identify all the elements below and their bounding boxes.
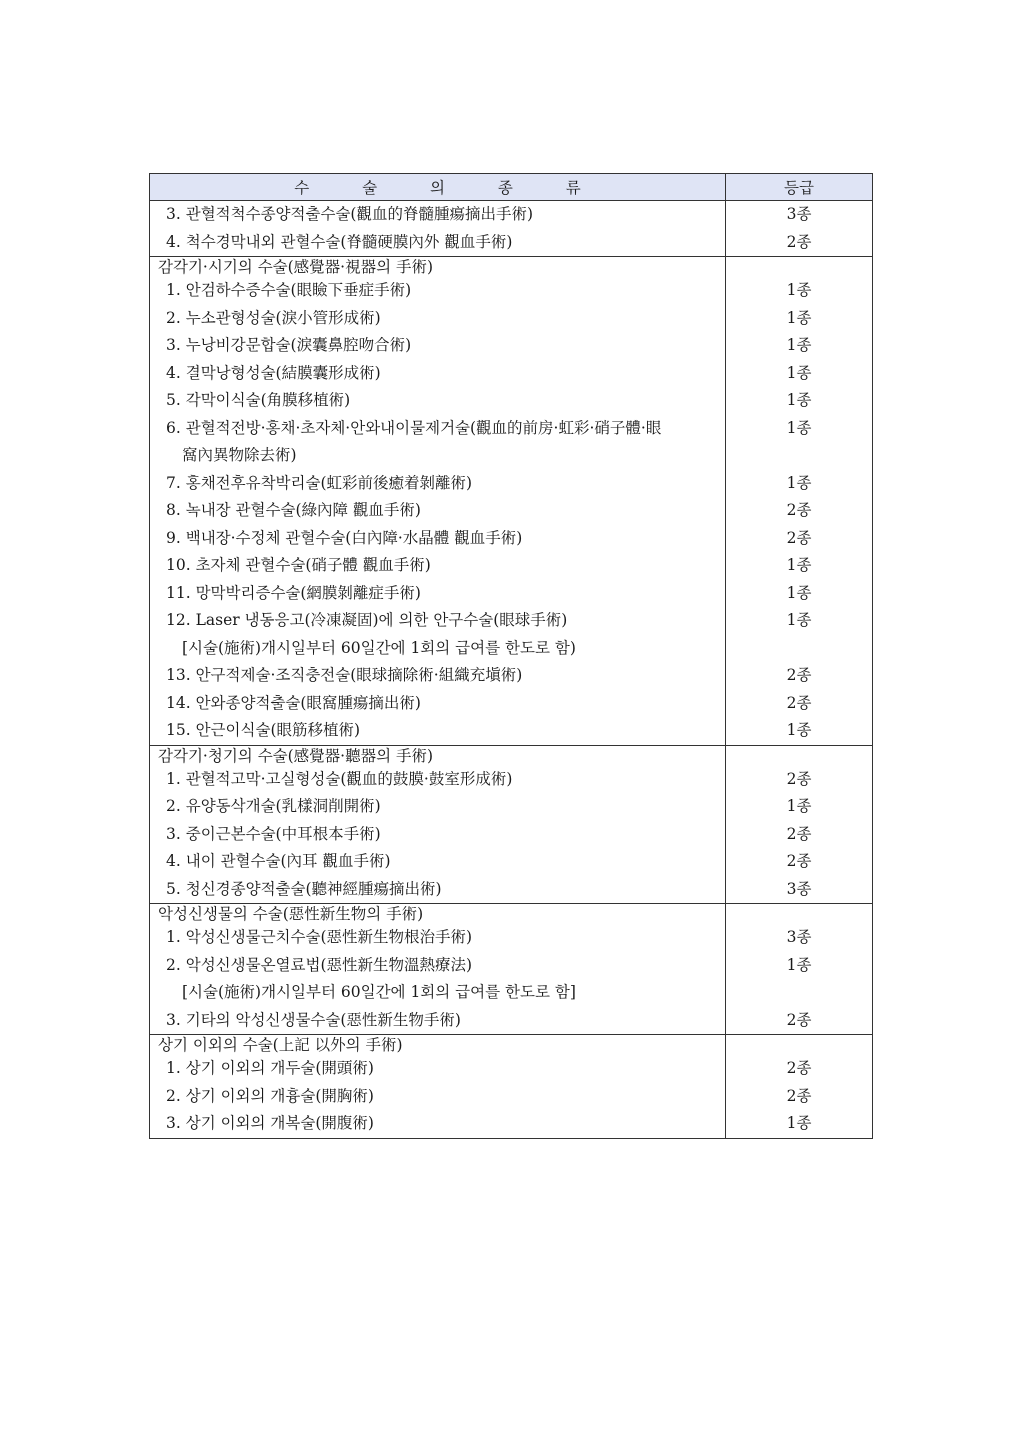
surgery-grade-table xyxy=(149,173,873,1139)
grade-cell: 1종 xyxy=(726,607,873,635)
surgery-name: 2. 상기 이외의 개흉술(開胸術) xyxy=(150,1083,726,1111)
table-row xyxy=(150,662,873,690)
grade-cell: 3종 xyxy=(726,924,873,952)
table-row xyxy=(150,635,873,663)
grade-cell: 2종 xyxy=(726,497,873,525)
surgery-name: 11. 망막박리증수술(網膜剝離症手術) xyxy=(150,580,726,608)
table-row xyxy=(150,1110,873,1138)
table-row xyxy=(150,580,873,608)
grade-cell: 1종 xyxy=(726,277,873,305)
surgery-name: 1. 악성신생물근치수술(惡性新生物根治手術) xyxy=(150,924,726,952)
grade-cell xyxy=(726,979,873,1007)
grade-cell: 1종 xyxy=(726,470,873,498)
grade-cell: 1종 xyxy=(726,952,873,980)
grade-cell: 2종 xyxy=(726,525,873,553)
table-row xyxy=(150,793,873,821)
table-header-row xyxy=(150,174,873,201)
surgery-name: 2. 유양동삭개술(乳樣洞削開術) xyxy=(150,793,726,821)
grade-cell xyxy=(726,1035,873,1056)
grade-cell: 2종 xyxy=(726,821,873,849)
table-row xyxy=(150,415,873,443)
section-header-row xyxy=(150,745,873,766)
section-title: 악성신생물의 수술(惡性新生物의 手術) xyxy=(150,904,726,925)
section-title: 상기 이외의 수술(上記 以外의 手術) xyxy=(150,1035,726,1056)
grade-cell xyxy=(726,635,873,663)
grade-cell: 2종 xyxy=(726,229,873,257)
section-header-row xyxy=(150,1035,873,1056)
table-row xyxy=(150,229,873,257)
grade-cell: 1종 xyxy=(726,717,873,745)
table-row xyxy=(150,717,873,745)
surgery-name: 3. 상기 이외의 개복술(開腹術) xyxy=(150,1110,726,1138)
grade-cell: 1종 xyxy=(726,580,873,608)
section-header-row xyxy=(150,257,873,278)
grade-cell: 1종 xyxy=(726,332,873,360)
surgery-name: 14. 안와종양적출술(眼窩腫瘍摘出術) xyxy=(150,690,726,718)
table-row xyxy=(150,1055,873,1083)
table-row xyxy=(150,952,873,980)
table-row xyxy=(150,979,873,1007)
grade-cell xyxy=(726,745,873,766)
grade-cell: 1종 xyxy=(726,305,873,333)
surgery-name: 3. 관혈적척수종양적출수술(觀血的脊髓腫瘍摘出手術) xyxy=(150,201,726,229)
surgery-name: 3. 기타의 악성신생물수술(惡性新生物手術) xyxy=(150,1007,726,1035)
surgery-name: 5. 각막이식술(角膜移植術) xyxy=(150,387,726,415)
table-row xyxy=(150,497,873,525)
row-note: [시술(施術)개시일부터 60일간에 1회의 급여를 한도로 함] xyxy=(150,979,726,1007)
surgery-name: 1. 안검하수증수술(眼瞼下垂症手術) xyxy=(150,277,726,305)
grade-cell: 3종 xyxy=(726,201,873,229)
surgery-name: 窩內異物除去術) xyxy=(150,442,726,470)
grade-cell: 3종 xyxy=(726,876,873,904)
surgery-name: 1. 상기 이외의 개두술(開頭術) xyxy=(150,1055,726,1083)
surgery-name: 9. 백내장·수정체 관혈수술(白內障·水晶體 觀血手術) xyxy=(150,525,726,553)
section-title: 감각기·시기의 수술(感覺器·視器의 手術) xyxy=(150,257,726,278)
surgery-name: 15. 안근이식술(眼筋移植術) xyxy=(150,717,726,745)
table-row xyxy=(150,525,873,553)
surgery-name: 13. 안구적제술·조직충전술(眼球摘除術·組織充塡術) xyxy=(150,662,726,690)
grade-cell: 1종 xyxy=(726,387,873,415)
grade-cell xyxy=(726,442,873,470)
table-row xyxy=(150,332,873,360)
grade-cell xyxy=(726,904,873,925)
table-row xyxy=(150,1007,873,1035)
table-row xyxy=(150,876,873,904)
surgery-name: 4. 내이 관혈수술(內耳 觀血手術) xyxy=(150,848,726,876)
surgery-name: 3. 누낭비강문합술(淚囊鼻腔吻合術) xyxy=(150,332,726,360)
table-row xyxy=(150,277,873,305)
header-grade: 등급 xyxy=(726,174,873,201)
table-body xyxy=(150,201,873,1139)
table-row xyxy=(150,442,873,470)
grade-cell xyxy=(726,257,873,278)
table-row xyxy=(150,821,873,849)
grade-cell: 1종 xyxy=(726,793,873,821)
grade-cell: 1종 xyxy=(726,552,873,580)
table-row xyxy=(150,201,873,229)
surgery-name: 2. 누소관형성술(淚小管形成術) xyxy=(150,305,726,333)
grade-cell: 1종 xyxy=(726,415,873,443)
surgery-name: 10. 초자체 관혈수술(硝子體 觀血手術) xyxy=(150,552,726,580)
surgery-name: 4. 결막낭형성술(結膜囊形成術) xyxy=(150,360,726,388)
header-surgery-type: 수 술 의 종 류 xyxy=(150,174,726,201)
surgery-name: 7. 홍채전후유착박리술(虹彩前後癒着剝離術) xyxy=(150,470,726,498)
surgery-name: 2. 악성신생물온열료법(惡性新生物溫熱療法) xyxy=(150,952,726,980)
table-row xyxy=(150,470,873,498)
surgery-name: 12. Laser 냉동응고(冷凍凝固)에 의한 안구수술(眼球手術) xyxy=(150,607,726,635)
grade-cell: 2종 xyxy=(726,690,873,718)
grade-cell: 2종 xyxy=(726,1055,873,1083)
grade-cell: 1종 xyxy=(726,1110,873,1138)
table-row xyxy=(150,552,873,580)
table-row xyxy=(150,690,873,718)
table-row xyxy=(150,607,873,635)
surgery-name: 1. 관혈적고막·고실형성술(觀血的鼓膜·鼓室形成術) xyxy=(150,766,726,794)
surgery-name: 6. 관혈적전방·홍채·초자체·안와내이물제거술(觀血的前房·虹彩·硝子體·眼 xyxy=(150,415,726,443)
surgery-name: 5. 청신경종양적출술(聽神經腫瘍摘出術) xyxy=(150,876,726,904)
table-row xyxy=(150,360,873,388)
table-row xyxy=(150,1083,873,1111)
table-row xyxy=(150,305,873,333)
grade-cell: 2종 xyxy=(726,848,873,876)
table-row xyxy=(150,848,873,876)
row-note: [시술(施術)개시일부터 60일간에 1회의 급여를 한도로 함) xyxy=(150,635,726,663)
grade-cell: 2종 xyxy=(726,1083,873,1111)
grade-cell: 2종 xyxy=(726,662,873,690)
grade-cell: 2종 xyxy=(726,1007,873,1035)
surgery-name: 3. 중이근본수술(中耳根本手術) xyxy=(150,821,726,849)
section-header-row xyxy=(150,904,873,925)
table-row xyxy=(150,766,873,794)
table-row xyxy=(150,387,873,415)
surgery-name: 4. 척수경막내외 관혈수술(脊髓硬膜內外 觀血手術) xyxy=(150,229,726,257)
grade-cell: 2종 xyxy=(726,766,873,794)
table-row xyxy=(150,924,873,952)
grade-cell: 1종 xyxy=(726,360,873,388)
section-title: 감각기·청기의 수술(感覺器·聽器의 手術) xyxy=(150,745,726,766)
surgery-name: 8. 녹내장 관혈수술(綠內障 觀血手術) xyxy=(150,497,726,525)
